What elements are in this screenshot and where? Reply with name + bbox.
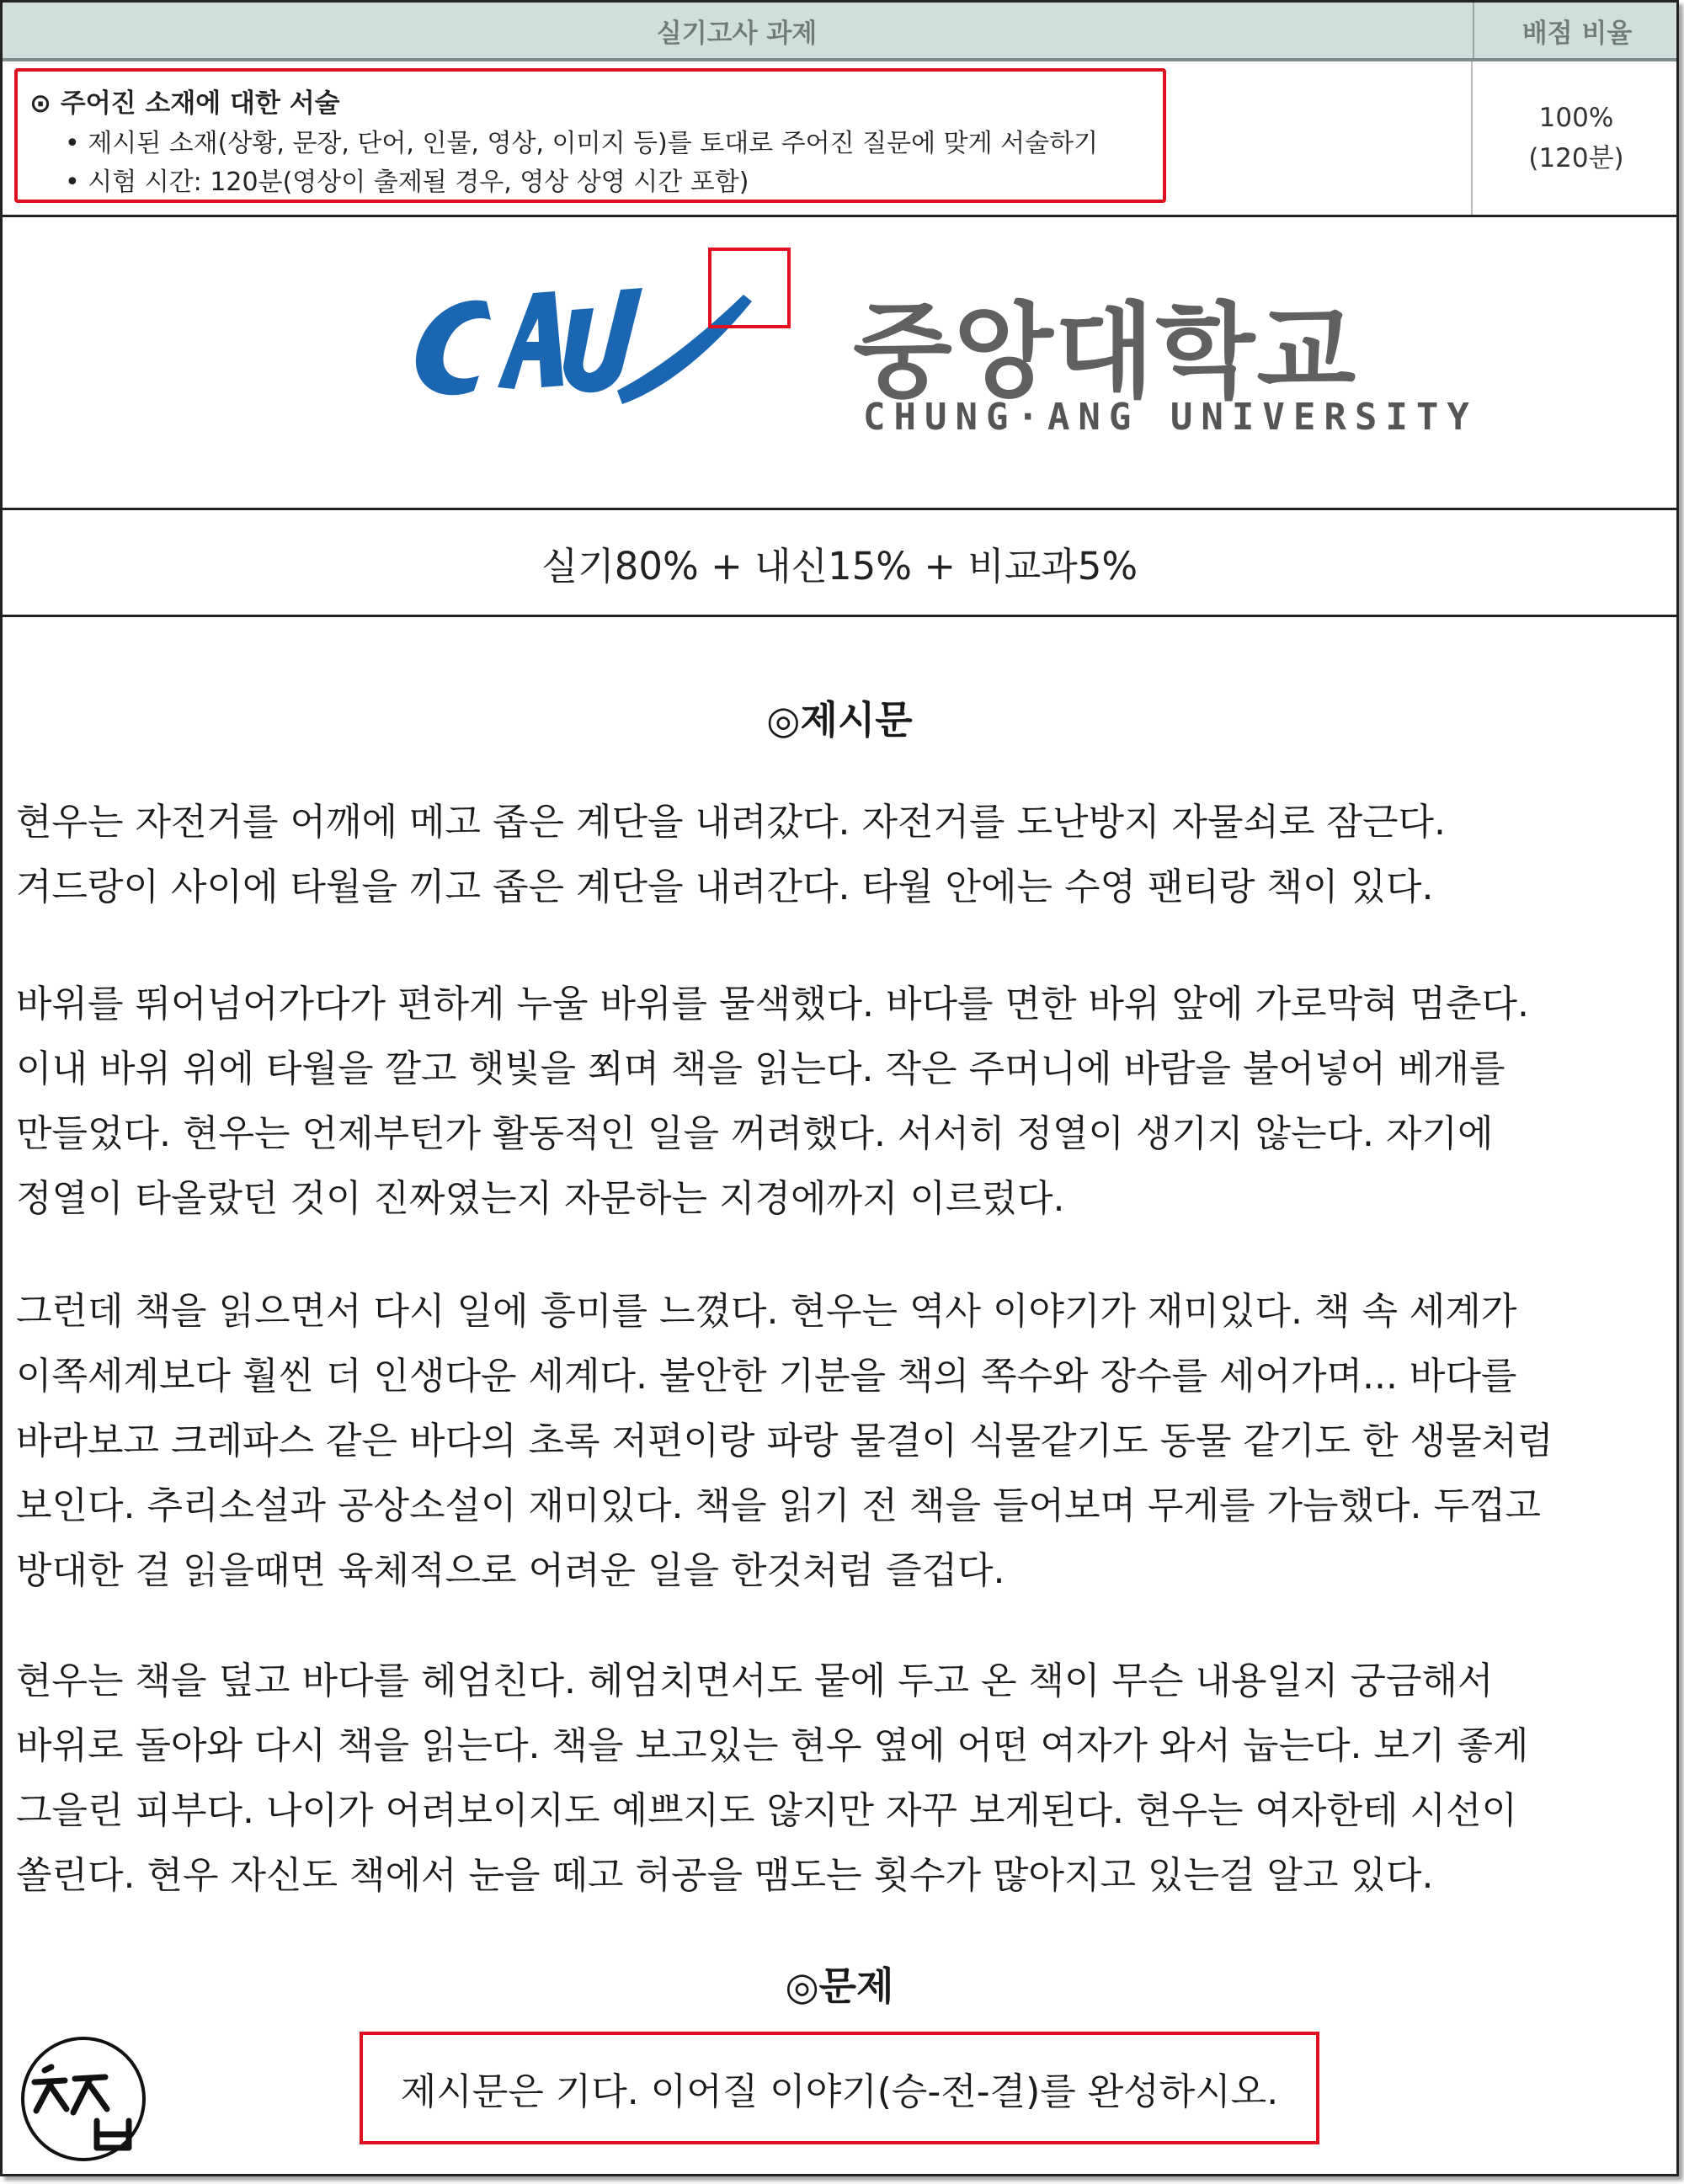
question-text: 제시문은 기다. 이어질 이야기(승-전-결)를 완성하시오. [400, 2070, 1279, 2113]
university-name-english: CHUNG·ANG UNIVERSITY [863, 396, 1478, 439]
paragraph-line: 현우는 자전거를 어깨에 메고 좁은 계단을 내려갔다. 자전거를 도난방지 자물쇠로 잠근다. [16, 801, 1446, 844]
paragraph-line: 바위로 돌아와 다시 책을 읽는다. 책을 보고있는 현우 옆에 어떤 여자가 와서 눕는다. 보기 좋게 [16, 1724, 1529, 1767]
paragraph [16, 1649, 1666, 1908]
paragraph-line: 방대한 걸 읽을때면 육체적으로 어려운 일을 한것처럼 즐겁다. [16, 1549, 1005, 1592]
header-task-label: 실기고사 과제 [656, 18, 818, 49]
paragraph-line: 겨드랑이 사이에 타월을 끼고 좁은 계단을 내려간다. 타월 안에는 수영 팬티랑 책이 있다. [16, 866, 1434, 908]
presentation-heading: ◎제시문 [766, 697, 913, 743]
paragraph [16, 972, 1666, 1231]
task-highlight-box [14, 68, 1166, 203]
university-name-korean: 중앙대학교 [853, 292, 1358, 412]
paragraph-line: 그을린 피부다. 나이가 어려보이지도 예쁘지도 않지만 자꾸 보게된다. 현우는 여자한테 시선이 [16, 1789, 1517, 1832]
paragraph-line: 현우는 책을 덮고 바다를 헤엄친다. 헤엄치면서도 뭍에 두고 온 책이 무슨 내용일지 궁금해서 [16, 1659, 1494, 1702]
task-bullet: • 시험 시간: 120분(영상이 출제될 경우, 영상 상영 시간 포함) [65, 168, 749, 197]
paragraph-line: 보인다. 추리소설과 공상소설이 재미있다. 책을 읽기 전 책을 들어보며 무게를 가늠했다. 두껍고 [16, 1484, 1541, 1527]
paragraph-line: 만들었다. 현우는 언제부턴가 활동적인 일을 꺼려했다. 서서히 정열이 생기지 않는다. 자기에 [16, 1112, 1494, 1155]
paragraph-line: 정열이 타올랐던 것이 진짜였는지 자문하는 지경에까지 이르렀다. [16, 1177, 1065, 1220]
paragraph [16, 790, 1666, 919]
logo-section [3, 217, 1676, 510]
question-box [360, 2032, 1319, 2144]
task-bullet: • 제시된 소재(상황, 문장, 단어, 인물, 영상, 이미지 등)를 토대로 주어진 질문에 맞게 서술하기 [65, 129, 1099, 158]
paragraph-line: 이쪽세계보다 훨씬 더 인생다운 세계다. 불안한 기분을 책의 쪽수와 장수를 세어가며... 바다를 [16, 1355, 1517, 1398]
logo-highlight-box [708, 248, 791, 328]
question-heading: ◎문제 [785, 1963, 894, 2009]
score-formula: 실기80% + 내신15% + 비교과5% [3, 510, 1676, 617]
ratio-time: (120분) [1528, 143, 1624, 173]
task-cell [3, 61, 1471, 215]
paragraph-line: 바위를 뛰어넘어가다가 편하게 누울 바위를 물색했다. 바다를 면한 바위 앞에 가로막혀 멈춘다. [16, 983, 1529, 1025]
ratio-value: 100% [1538, 103, 1614, 133]
paragraph-line: 그런데 책을 읽으면서 다시 일에 흥미를 느꼈다. 현우는 역사 이야기가 재미있다. 책 속 세계가 [16, 1290, 1517, 1333]
paragraph-line: 이내 바위 위에 타월을 깔고 햇빛을 쬐며 책을 읽는다. 작은 주머니에 바람을 불어넣어 베개를 [16, 1047, 1505, 1090]
task-title: ⊙ 주어진 소재에 대한 서술 [29, 88, 340, 119]
paragraph [16, 1279, 1666, 1603]
header-ratio-label: 배점 비율 [1473, 3, 1680, 58]
paragraph-line: 쏠린다. 현우 자신도 책에서 눈을 떼고 허공을 맴도는 횟수가 많아지고 있는걸 알고 있다. [16, 1854, 1434, 1897]
table-header [3, 3, 1676, 61]
paragraph-line: 바라보고 크레파스 같은 바다의 초록 저편이랑 파랑 물결이 식물같기도 동물 같기도 한 생물처럼 [16, 1420, 1553, 1462]
stamp-logo-icon [18, 2033, 152, 2168]
ratio-cell [1471, 61, 1680, 215]
task-row [3, 61, 1676, 217]
